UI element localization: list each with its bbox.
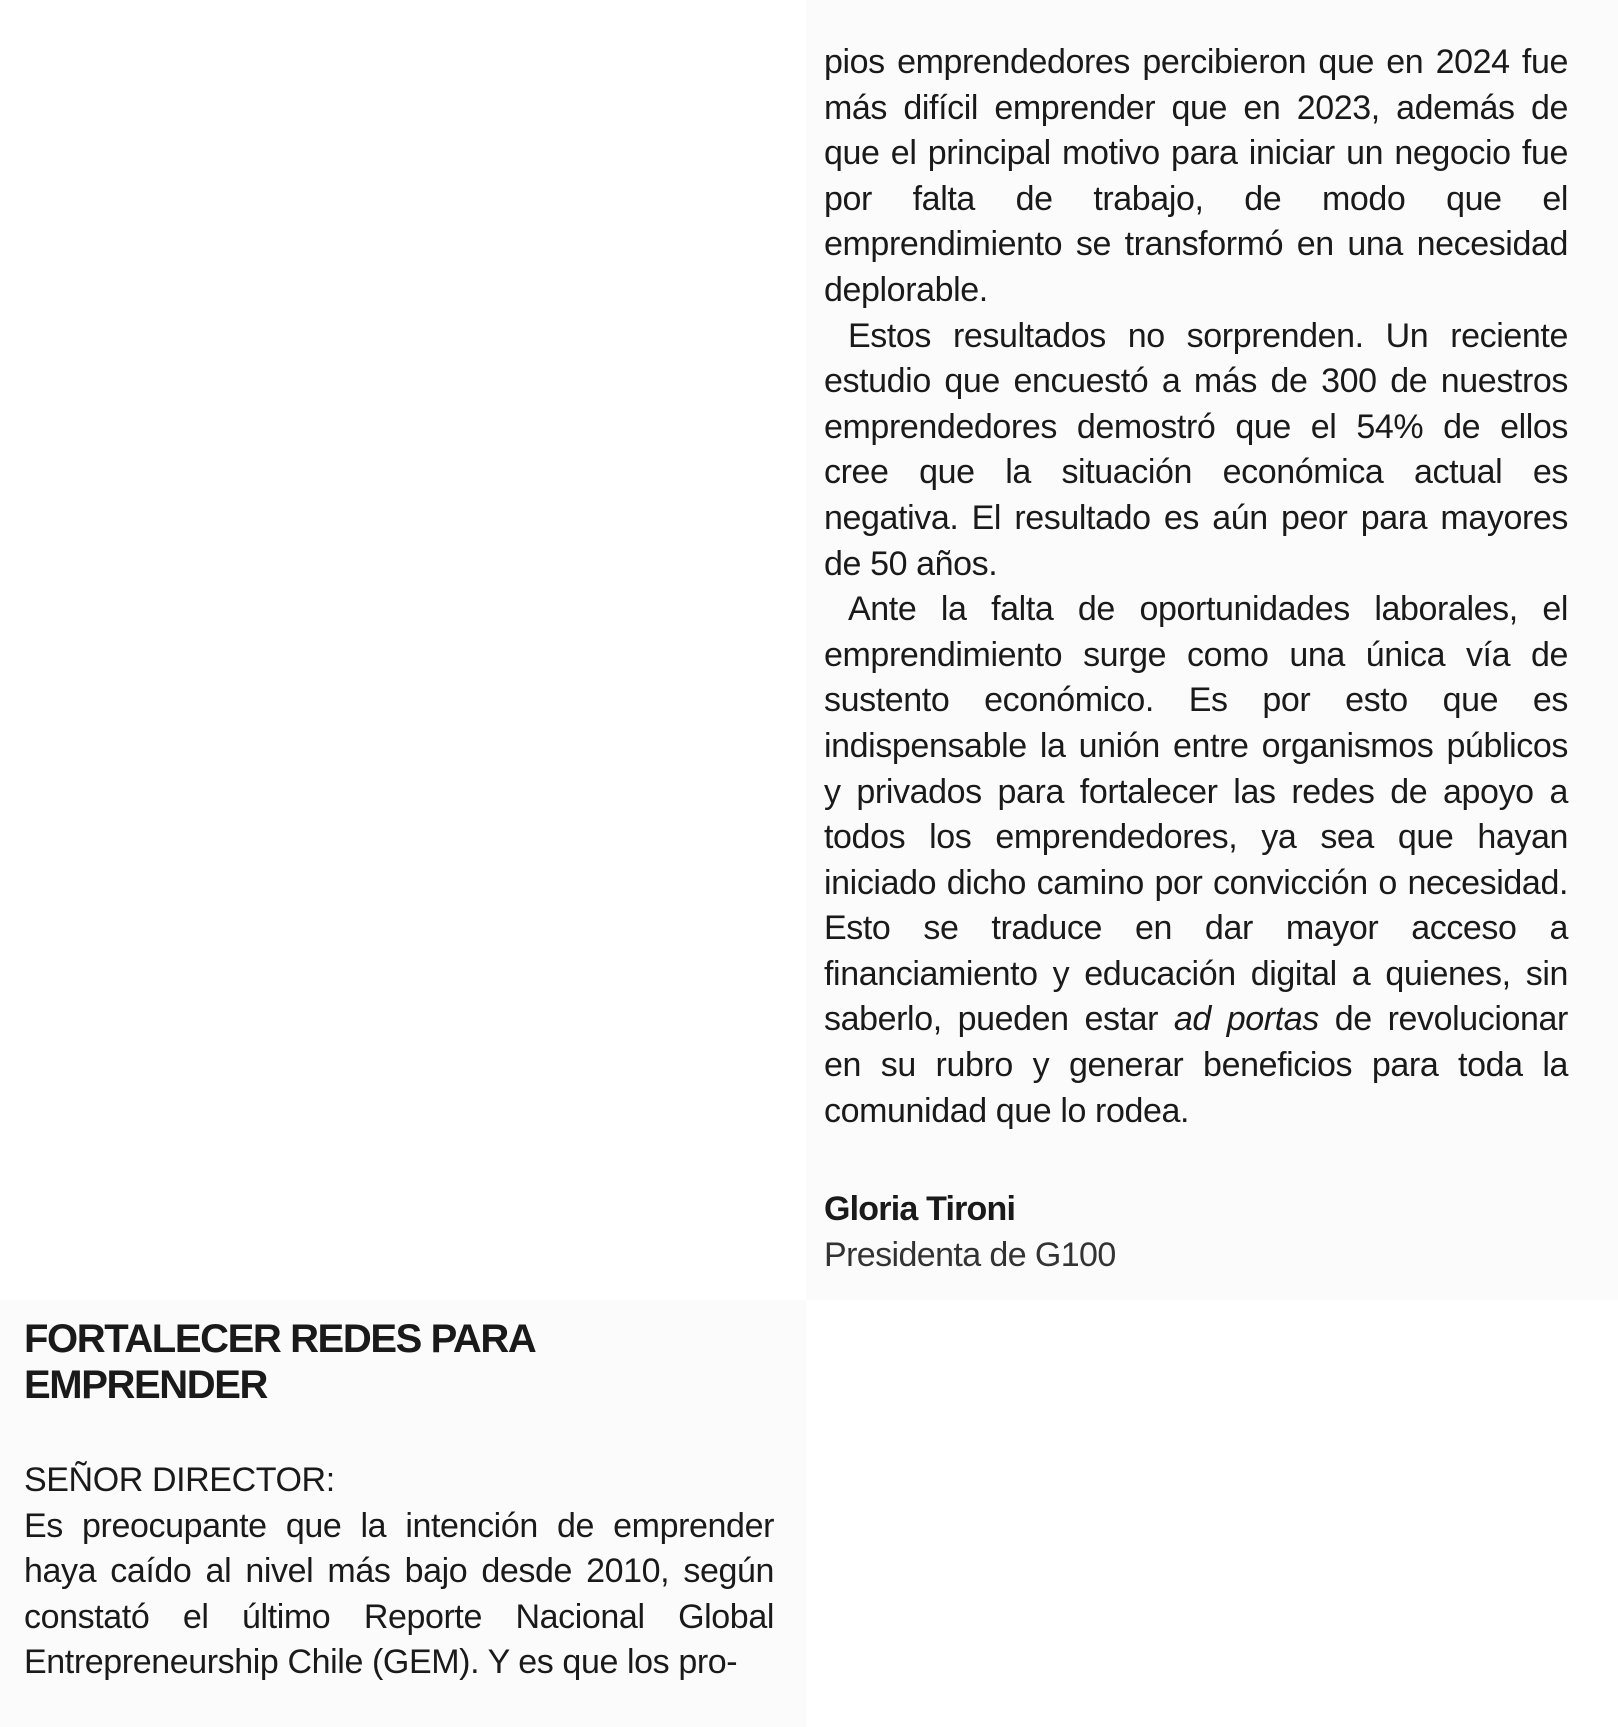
continuation-paragraph-1: pios emprendedores percibieron que en 2024 fue más difícil emprender que en 2023, además de que el principal motivo para iniciar un negocio fue por falta de trabajo, de modo que el emprendimiento se transformó en una necesidad deplorable. — [824, 43, 1568, 309]
signature-block — [824, 1186, 1568, 1278]
author-role: Presidenta de G100 — [824, 1236, 1116, 1274]
author-name: Gloria Tironi — [824, 1190, 1016, 1228]
closing-paragraph — [824, 587, 1568, 1134]
opening-paragraph: Es preocupante que la intención de emprender haya caído al nivel más bajo desde 2010, según constató el último Reporte Nacional Global Entrepreneurship Chile (GEM). Y es que los pro- — [24, 1506, 774, 1682]
letter-headline: FORTALECER REDES PARA EMPRENDER — [24, 1317, 534, 1407]
closing-paragraph-text: Ante la falta de oportunidades laborales, el emprendimiento surge como una única vía de sustento económico. Es por esto que es indispensable la unión entre organismos públicos y privados para fortalecer las redes de apoyo a todos los emprendedores, ya sea que hayan iniciado dicho camino por convicción o necesidad. Esto se traduce en dar mayor acceso a financiamiento y educación digital a quienes, sin saberlo, pueden estar — [824, 590, 1568, 1039]
closing-paragraph-text-end: de revolucionar en su rubro y generar beneficios para toda la comunidad que lo rodea. — [824, 1000, 1568, 1130]
closing-paragraph-italic-phrase: ad portas — [1173, 1000, 1319, 1039]
letter-opening-column — [24, 1458, 774, 1686]
continuation-paragraph-2: Estos resultados no sorprenden. Un reciente estudio que encuestó a más de 300 de nuestros emprendedores demostró que el 54% de ellos cree que la situación económica actual es negativa. El resultado es aún peor para mayores de 50 años. — [824, 316, 1568, 583]
letter-continuation-column — [824, 40, 1568, 1134]
salutation: SEÑOR DIRECTOR: — [24, 1461, 335, 1499]
